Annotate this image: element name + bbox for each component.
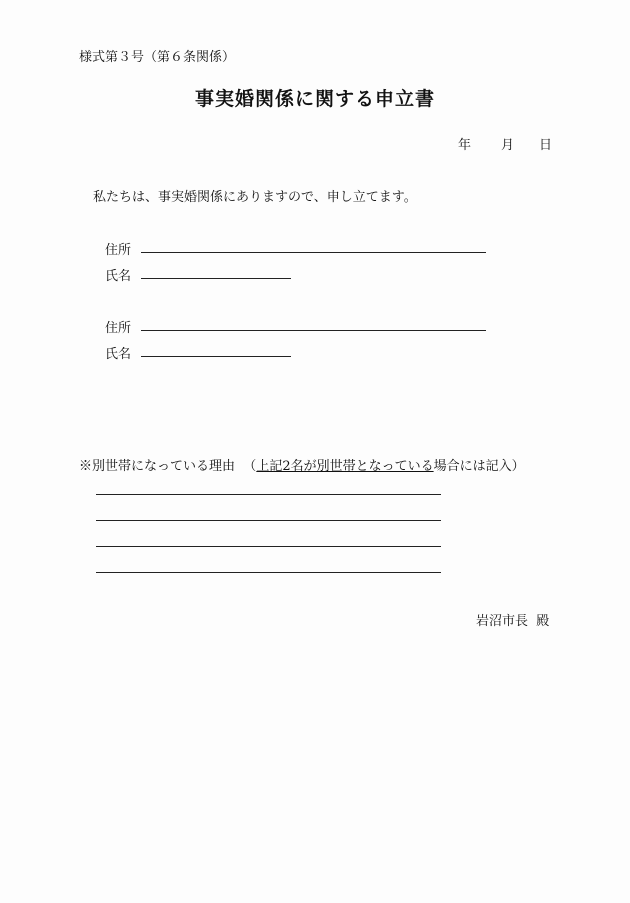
reason-line-1[interactable]: [96, 494, 441, 495]
reason-line-4[interactable]: [96, 572, 441, 573]
applicant-1-address-label: 住所: [105, 243, 132, 258]
date-day-label: 日: [539, 138, 553, 153]
applicant-2-address-field[interactable]: [141, 330, 486, 331]
applicant-1-name-field[interactable]: [141, 278, 291, 279]
date-year-label: 年: [458, 138, 472, 153]
applicant-1-address-field[interactable]: [141, 252, 486, 253]
reason-heading-text: 別世帯になっている理由: [92, 459, 236, 474]
addressee: [476, 610, 549, 629]
reason-line-3[interactable]: [96, 546, 441, 547]
applicant-2-address-label: 住所: [105, 321, 132, 336]
applicant-2-name-field[interactable]: [141, 356, 291, 357]
reason-line-2[interactable]: [96, 520, 441, 521]
applicant-1-name-label: 氏名: [105, 269, 132, 284]
addressee-honorific: 殿: [536, 614, 550, 629]
reason-note-open: （: [243, 459, 257, 474]
reason-note-rest: 場合には記入）: [433, 459, 525, 474]
reason-note-underlined: 上記2名が別世帯となっている: [256, 459, 434, 474]
date-month-label: 月: [501, 138, 515, 153]
reason-heading: [79, 455, 525, 474]
addressee-recipient: 岩沼市長: [476, 614, 529, 629]
page-title: 事実婚関係に関する申立書: [194, 88, 435, 110]
form-number: 様式第３号（第６条関係）: [79, 50, 236, 65]
reason-mark: ※: [79, 459, 93, 474]
applicant-2-name-label: 氏名: [105, 347, 132, 362]
statement-text: 私たちは、事実婚関係にありますので、申し立てます。: [93, 190, 417, 205]
